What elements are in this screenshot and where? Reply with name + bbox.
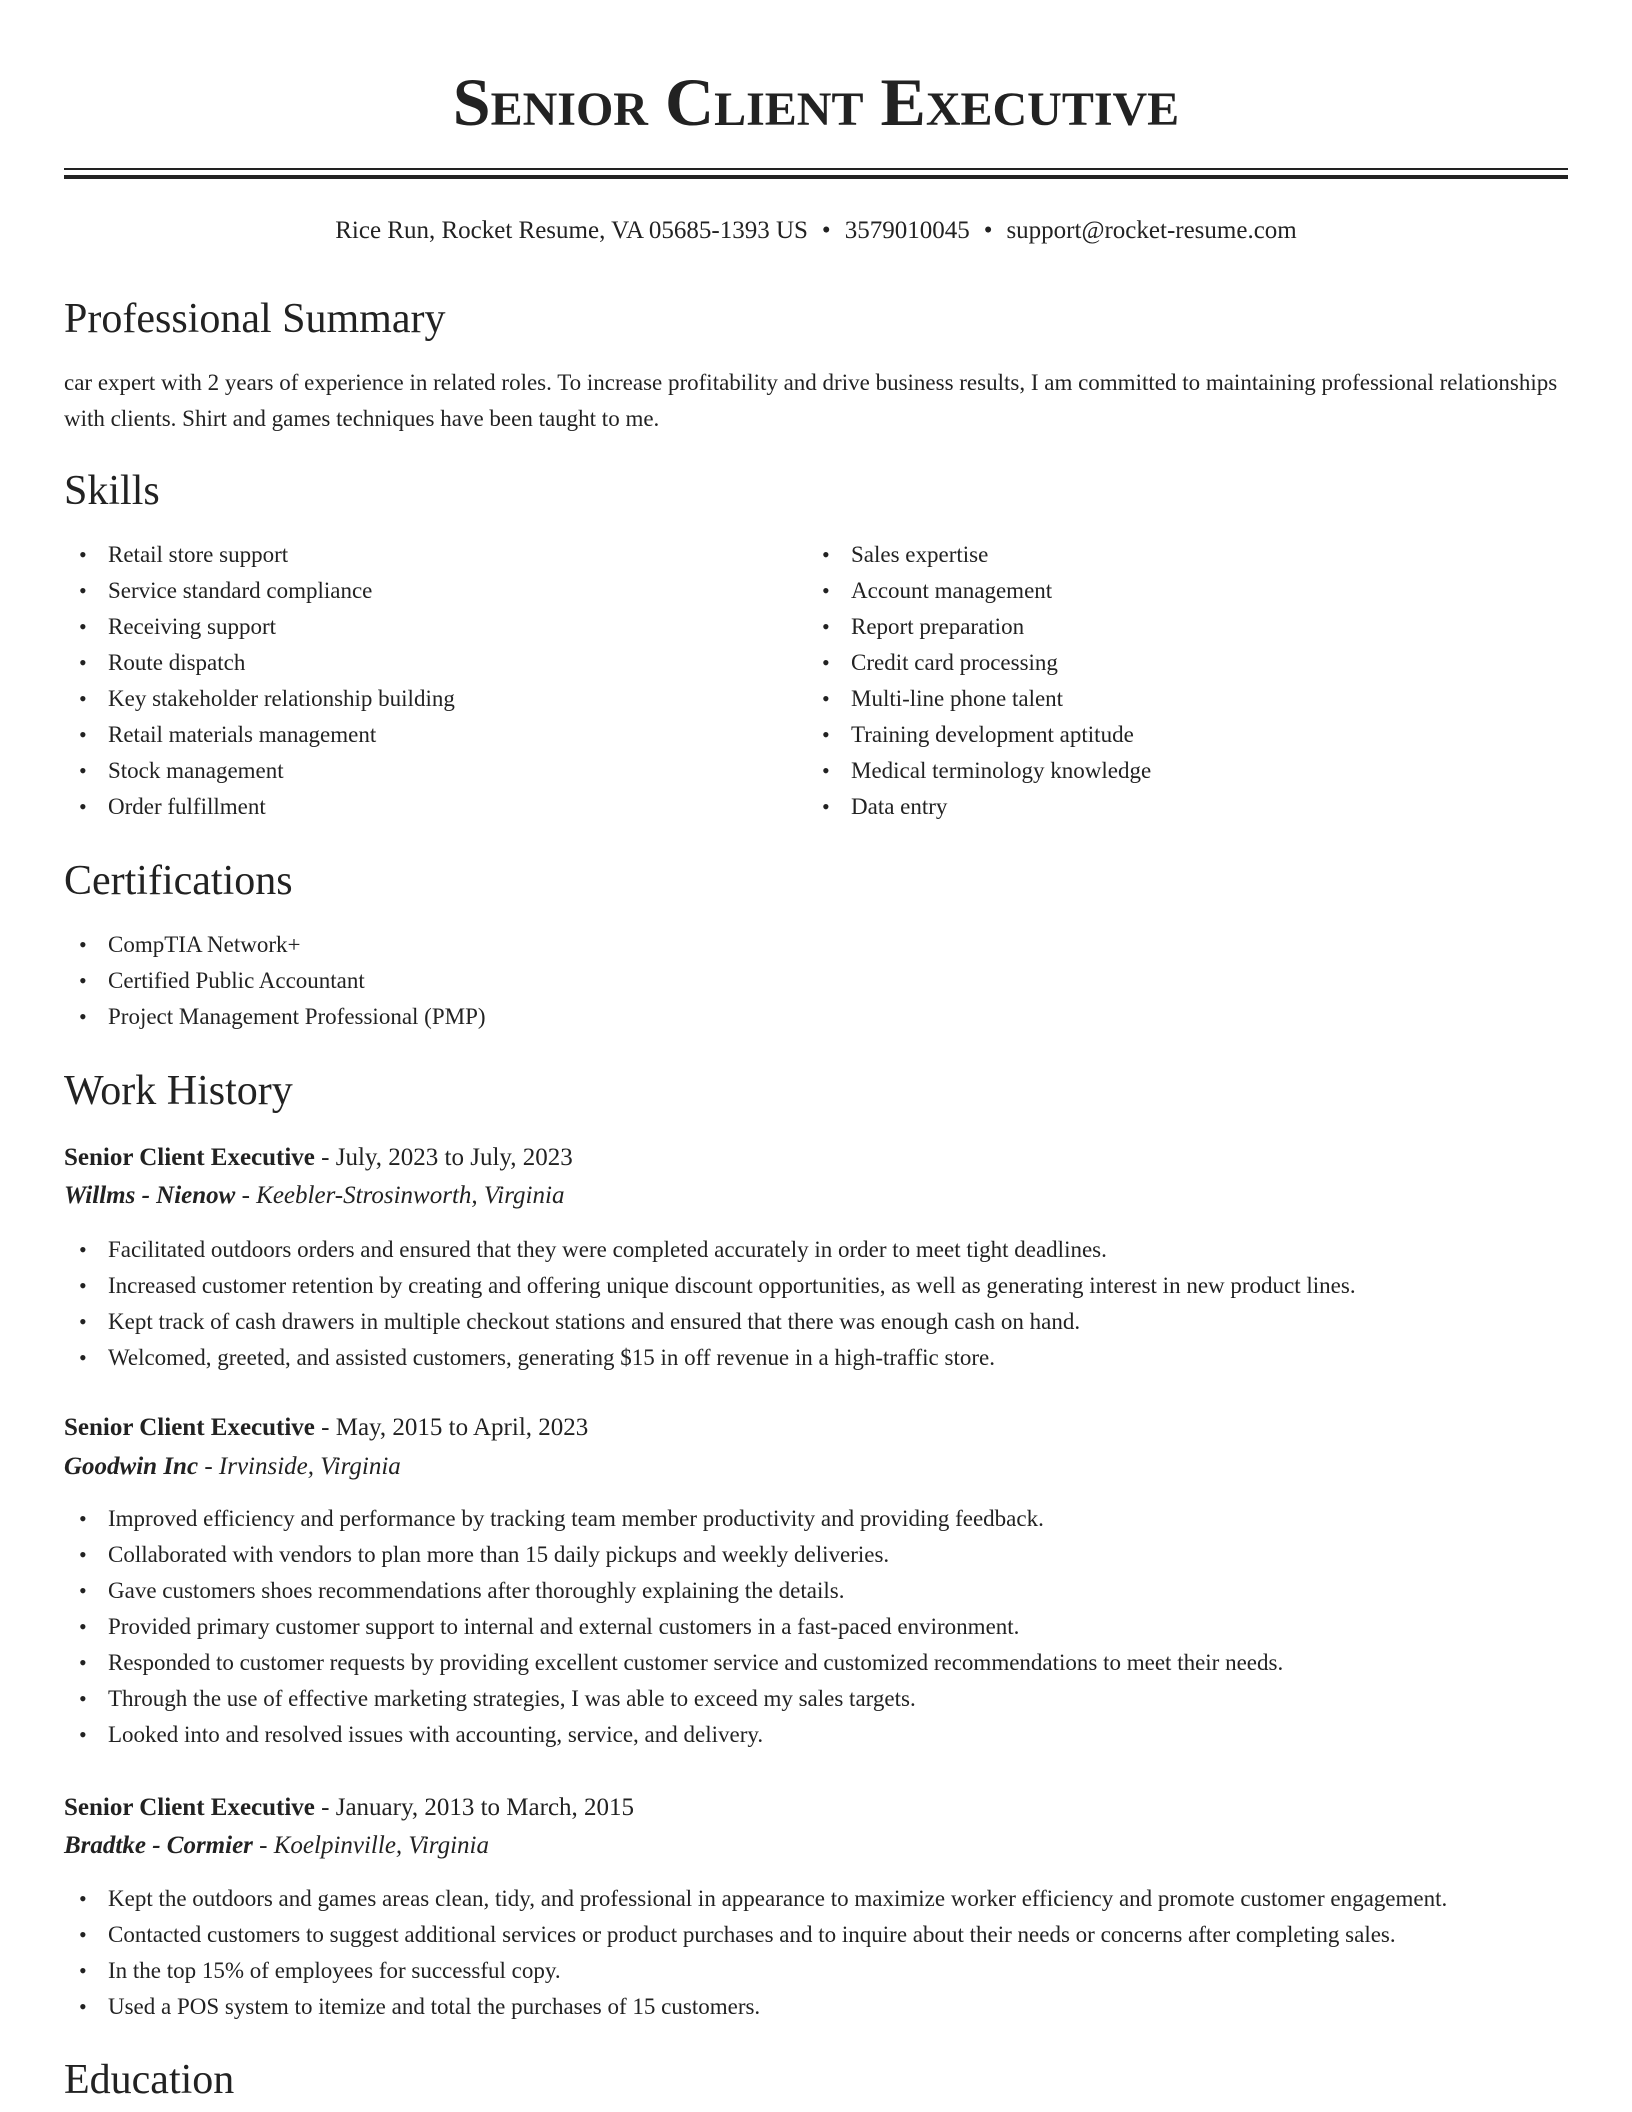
bullet-icon: • xyxy=(79,968,87,993)
bullet-icon: • xyxy=(79,1614,87,1639)
bullet-icon: • xyxy=(79,1994,87,2019)
bullet-icon: • xyxy=(79,794,87,819)
bullet-icon: • xyxy=(79,650,87,675)
skills-list-right xyxy=(807,537,1151,825)
bullet-icon: • xyxy=(79,1886,87,1911)
job-dates: - January, 2013 to March, 2015 xyxy=(314,1794,635,1821)
employer-location: - Irvinside, Virginia xyxy=(198,1453,401,1480)
list-item: • Through the use of effective marketing strategies, I was able to exceed my sales targets. xyxy=(64,1681,1283,1717)
list-item: • Responded to customer requests by providing excellent customer service and customized recommendations to meet their needs. xyxy=(64,1645,1283,1681)
job-title-line xyxy=(64,1139,573,1177)
list-item: • Retail materials management xyxy=(64,717,455,753)
list-item: • Route dispatch xyxy=(64,645,455,681)
header-divider-thick xyxy=(64,175,1568,179)
bullet-icon: • xyxy=(79,578,87,603)
bullet-icon: • xyxy=(79,758,87,783)
bullet-icon: • xyxy=(822,722,830,747)
list-item: • Looked into and resolved issues with accounting, service, and delivery. xyxy=(64,1717,1283,1753)
bullet-icon: • xyxy=(822,794,830,819)
job-title: Senior Client Executive xyxy=(64,1144,315,1171)
job-dates: - May, 2015 to April, 2023 xyxy=(314,1414,589,1441)
skills-heading: Skills xyxy=(64,468,160,514)
bullet-icon: • xyxy=(79,932,87,957)
list-item: • Facilitated outdoors orders and ensured that they were completed accurately in order to meet tight deadlines. xyxy=(64,1232,1356,1268)
list-item: • Key stakeholder relationship building xyxy=(64,681,455,717)
employer-name: Willms - Nienow xyxy=(64,1182,236,1209)
list-item: • CompTIA Network+ xyxy=(64,927,486,963)
list-item: • Training development aptitude xyxy=(807,717,1151,753)
list-item: • Report preparation xyxy=(807,609,1151,645)
list-item: • Contacted customers to suggest additional services or product purchases and to inquire about their needs or concerns after completing sales. xyxy=(64,1917,1447,1953)
work-history-heading: Work History xyxy=(64,1068,293,1114)
bullet-icon: • xyxy=(79,614,87,639)
bullet-icon: • xyxy=(79,542,87,567)
list-item: • Order fulfillment xyxy=(64,789,455,825)
contact-phone: 3579010045 xyxy=(844,217,970,244)
bullet-icon: • xyxy=(79,1309,87,1334)
job-bullets xyxy=(64,1881,1447,2025)
bullet-icon: • xyxy=(79,1922,87,1947)
bullet-icon: • xyxy=(79,1542,87,1567)
list-item: • Kept track of cash drawers in multiple checkout stations and ensured that there was enough cash on hand. xyxy=(64,1304,1356,1340)
employer-line xyxy=(64,1448,401,1486)
employer-name: Goodwin Inc xyxy=(64,1453,199,1480)
employer-line xyxy=(64,1177,564,1215)
job-title: Senior Client Executive xyxy=(64,1414,315,1441)
job-bullets xyxy=(64,1232,1356,1376)
list-item: • Account management xyxy=(807,573,1151,609)
contact-line xyxy=(0,213,1632,249)
list-item: • Certified Public Accountant xyxy=(64,963,486,999)
list-item: • Stock management xyxy=(64,753,455,789)
job-title-line xyxy=(64,1789,634,1827)
bullet-icon: • xyxy=(79,1237,87,1262)
bullet-icon: • xyxy=(822,650,830,675)
job-title: Senior Client Executive xyxy=(64,1794,315,1821)
bullet-icon: • xyxy=(79,1578,87,1603)
bullet-icon: • xyxy=(822,614,830,639)
list-item: • Data entry xyxy=(807,789,1151,825)
list-item: • Sales expertise xyxy=(807,537,1151,573)
list-item: • Credit card processing xyxy=(807,645,1151,681)
contact-separator: • xyxy=(983,217,993,244)
employer-location: - Keebler-Strosinworth, Virginia xyxy=(235,1182,565,1209)
resume-name: Senior Client Executive xyxy=(452,64,1180,140)
list-item: • Collaborated with vendors to plan more than 15 daily pickups and weekly deliveries. xyxy=(64,1537,1283,1573)
bullet-icon: • xyxy=(822,542,830,567)
summary-heading: Professional Summary xyxy=(64,296,446,342)
bullet-icon: • xyxy=(79,1345,87,1370)
bullet-icon: • xyxy=(79,1506,87,1531)
education-heading: Education xyxy=(64,2057,235,2103)
list-item: • Service standard compliance xyxy=(64,573,455,609)
list-item: • Improved efficiency and performance by tracking team member productivity and providing feedback. xyxy=(64,1501,1283,1537)
summary-text: car expert with 2 years of experience in related roles. To increase profitability and drive business results, I am committed to maintaining professional relationships with clients. Shirt and games techniques have been taught to me. xyxy=(64,370,1558,431)
bullet-icon: • xyxy=(822,758,830,783)
list-item: • Welcomed, greeted, and assisted customers, generating $15 in off revenue in a high-traffic store. xyxy=(64,1340,1356,1376)
bullet-icon: • xyxy=(79,722,87,747)
employer-line xyxy=(64,1827,489,1865)
job-dates: - July, 2023 to July, 2023 xyxy=(314,1144,573,1171)
bullet-icon: • xyxy=(79,686,87,711)
employer-name: Bradtke - Cormier xyxy=(64,1832,253,1859)
contact-separator: • xyxy=(821,217,831,244)
list-item: • Gave customers shoes recommendations after thoroughly explaining the details. xyxy=(64,1573,1283,1609)
list-item: • Used a POS system to itemize and total the purchases of 15 customers. xyxy=(64,1989,1447,2025)
certifications-heading: Certifications xyxy=(64,858,293,904)
bullet-icon: • xyxy=(822,578,830,603)
list-item: • Project Management Professional (PMP) xyxy=(64,999,486,1035)
list-item: • Provided primary customer support to internal and external customers in a fast-paced environment. xyxy=(64,1609,1283,1645)
bullet-icon: • xyxy=(79,1722,87,1747)
list-item: • Medical terminology knowledge xyxy=(807,753,1151,789)
list-item: • Multi-line phone talent xyxy=(807,681,1151,717)
contact-email: support@rocket-resume.com xyxy=(1006,217,1297,244)
list-item: • Increased customer retention by creating and offering unique discount opportunities, as well as generating interest in new product lines. xyxy=(64,1268,1356,1304)
bullet-icon: • xyxy=(822,686,830,711)
list-item: • Kept the outdoors and games areas clean, tidy, and professional in appearance to maximize worker efficiency and promote customer engagement. xyxy=(64,1881,1447,1917)
bullet-icon: • xyxy=(79,1650,87,1675)
employer-location: - Koelpinville, Virginia xyxy=(252,1832,489,1859)
bullet-icon: • xyxy=(79,1958,87,1983)
contact-address: Rice Run, Rocket Resume, VA 05685-1393 US xyxy=(335,217,808,244)
certifications-list xyxy=(64,927,486,1035)
bullet-icon: • xyxy=(79,1273,87,1298)
list-item: • In the top 15% of employees for successful copy. xyxy=(64,1953,1447,1989)
job-bullets xyxy=(64,1501,1283,1753)
job-title-line xyxy=(64,1409,588,1447)
bullet-icon: • xyxy=(79,1686,87,1711)
skills-list-left xyxy=(64,537,455,825)
list-item: • Retail store support xyxy=(64,537,455,573)
list-item: • Receiving support xyxy=(64,609,455,645)
bullet-icon: • xyxy=(79,1004,87,1029)
header-divider-thin xyxy=(64,168,1568,170)
